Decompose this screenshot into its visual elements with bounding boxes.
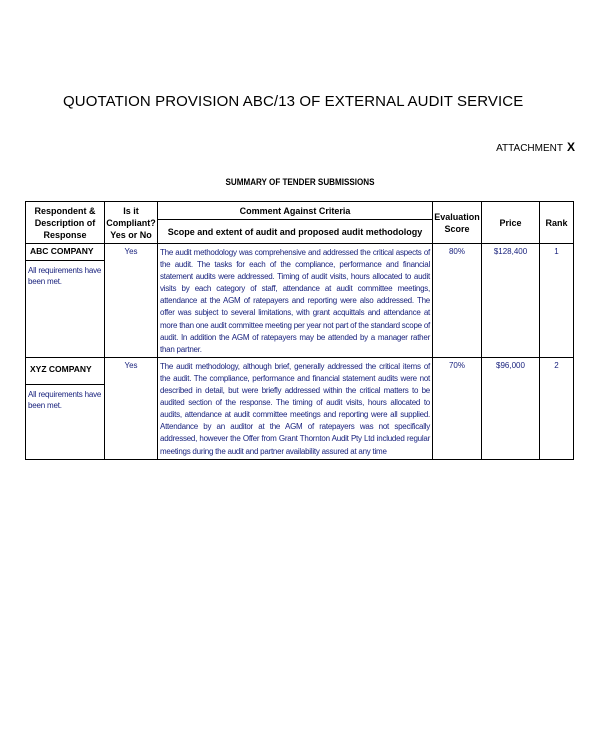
- header-comment: Comment Against Criteria: [158, 202, 433, 220]
- score-cell: 80%: [433, 244, 482, 358]
- company-name: ABC COMPANY: [26, 244, 104, 261]
- score-cell: 70%: [433, 357, 482, 459]
- summary-heading: SUMMARY OF TENDER SUBMISSIONS: [225, 177, 375, 188]
- comment-cell: The audit methodology was comprehensive and addressed the critical aspects of the audit. The tasks for each of the compliance, performance and financial statement audits were addressed. Timing of audit visits, hours allocated to audit visits by each category of staff, attendance at audit committee meetings, attendance at the AGM of ratepayers and reporting were also addressed. The offer was subject to several limitations, with grant acquittals and attendance at more than one audit committee meeting per year not part of the standard scope of audit. In addition the AGM of ratepayers may be attended by a manager rather than partner.: [158, 244, 433, 358]
- attachment-id: X: [566, 140, 575, 154]
- header-compliant: Is it Compliant? Yes or No: [105, 202, 158, 244]
- respondent-cell: [26, 244, 105, 358]
- header-price: Price: [482, 202, 540, 244]
- header-score: Evaluation Score: [433, 202, 482, 244]
- table-row: [26, 357, 574, 459]
- response-description: All requirements have been met.: [28, 266, 102, 286]
- compliant-cell: Yes: [105, 244, 158, 358]
- company-name: XYZ COMPANY: [26, 358, 104, 385]
- respondent-cell: [26, 357, 105, 459]
- attachment-label: [496, 140, 575, 154]
- compliant-cell: Yes: [105, 357, 158, 459]
- header-respondent: Respondent & Description of Response: [26, 202, 105, 244]
- attachment-text: ATTACHMENT: [496, 143, 563, 154]
- rank-cell: 1: [540, 244, 574, 358]
- tender-summary-table: [25, 201, 574, 460]
- header-rank: Rank: [540, 202, 574, 244]
- price-cell: $128,400: [482, 244, 540, 358]
- rank-cell: 2: [540, 357, 574, 459]
- comment-cell: The audit methodology, although brief, generally addressed the critical items of the audit. The compliance, performance and financial statement audits were not described in detail, but were briefly addressed within the critical matters to be audited section of the response. The timing of audit visits, hours allocated to audits, attendance at audit committee meetings and reporting were all supplied. Attendance by an auditor at the AGM of ratepayers was not specifically addressed, however the Offer from Grant Thornton Audit Pty Ltd included regular meetings during the audit and partner availability assured at any time: [158, 357, 433, 459]
- response-description: All requirements have been met.: [28, 389, 102, 410]
- document-title: QUOTATION PROVISION ABC/13 OF EXTERNAL AUDIT SERVICE: [63, 93, 524, 110]
- header-comment-sub: Scope and extent of audit and proposed audit methodology: [158, 220, 433, 244]
- table-row: [26, 244, 574, 358]
- price-cell: $96,000: [482, 357, 540, 459]
